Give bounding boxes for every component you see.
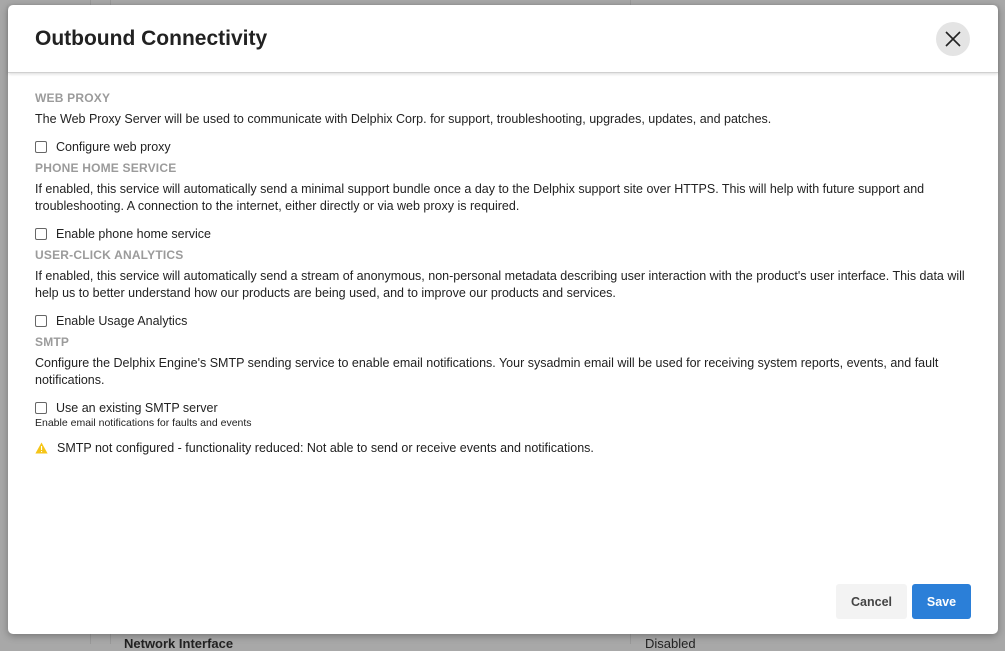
smtp-warning — [35, 441, 971, 455]
web-proxy-description: The Web Proxy Server will be used to communicate with Delphix Corp. for support, troubleshooting, upgrades, updates, and patches. — [35, 112, 772, 126]
smtp-checkbox[interactable] — [35, 402, 47, 414]
save-button[interactable]: Save — [912, 584, 971, 619]
analytics-heading: USER-CLICK ANALYTICS — [35, 248, 184, 262]
phone-home-option[interactable] — [35, 225, 971, 243]
dialog-body — [8, 73, 998, 455]
phone-home-checkbox[interactable] — [35, 228, 47, 240]
background-disabled: Disabled — [645, 636, 696, 651]
phone-home-label: Enable phone home service — [56, 227, 211, 241]
smtp-description: Configure the Delphix Engine's SMTP sending service to enable email notifications. Your sysadmin email will be used for receiving system reports, events, and fault notifications. — [35, 356, 939, 387]
usage-analytics-option[interactable] — [35, 312, 971, 330]
analytics-description: If enabled, this service will automatically send a stream of anonymous, non-personal metadata describing user interaction with the product's user interface. This data will help us to better understand how our products are being used, and to improve our products and services. — [35, 269, 965, 300]
background-network-interface: Network Interface — [124, 636, 234, 651]
dialog-title: Outbound Connectivity — [35, 27, 268, 50]
smtp-warning-text: SMTP not configured - functionality reduced: Not able to send or receive events and notifications. — [57, 441, 594, 455]
phone-home-heading: PHONE HOME SERVICE — [35, 161, 177, 175]
web-proxy-heading: WEB PROXY — [35, 91, 111, 105]
configure-web-proxy-option[interactable] — [35, 138, 971, 156]
warning-icon — [35, 442, 48, 454]
dialog-header — [8, 5, 998, 73]
cancel-button[interactable]: Cancel — [836, 584, 907, 619]
configure-web-proxy-checkbox[interactable] — [35, 141, 47, 153]
usage-analytics-checkbox[interactable] — [35, 315, 47, 327]
smtp-heading: SMTP — [35, 335, 70, 349]
smtp-hint: Enable email notifications for faults and events — [35, 417, 252, 429]
phone-home-description: If enabled, this service will automatically send a minimal support bundle once a day to the Delphix support site over HTTPS. This will help with future support and troubleshooting. A connection to the internet, either directly or via web proxy is required. — [35, 182, 925, 213]
smtp-label: Use an existing SMTP server — [56, 401, 218, 415]
close-button[interactable] — [936, 22, 970, 56]
close-icon — [945, 31, 961, 47]
configure-web-proxy-label: Configure web proxy — [56, 140, 171, 154]
outbound-connectivity-dialog — [8, 5, 998, 634]
usage-analytics-label: Enable Usage Analytics — [56, 314, 188, 328]
smtp-option[interactable] — [35, 399, 971, 417]
